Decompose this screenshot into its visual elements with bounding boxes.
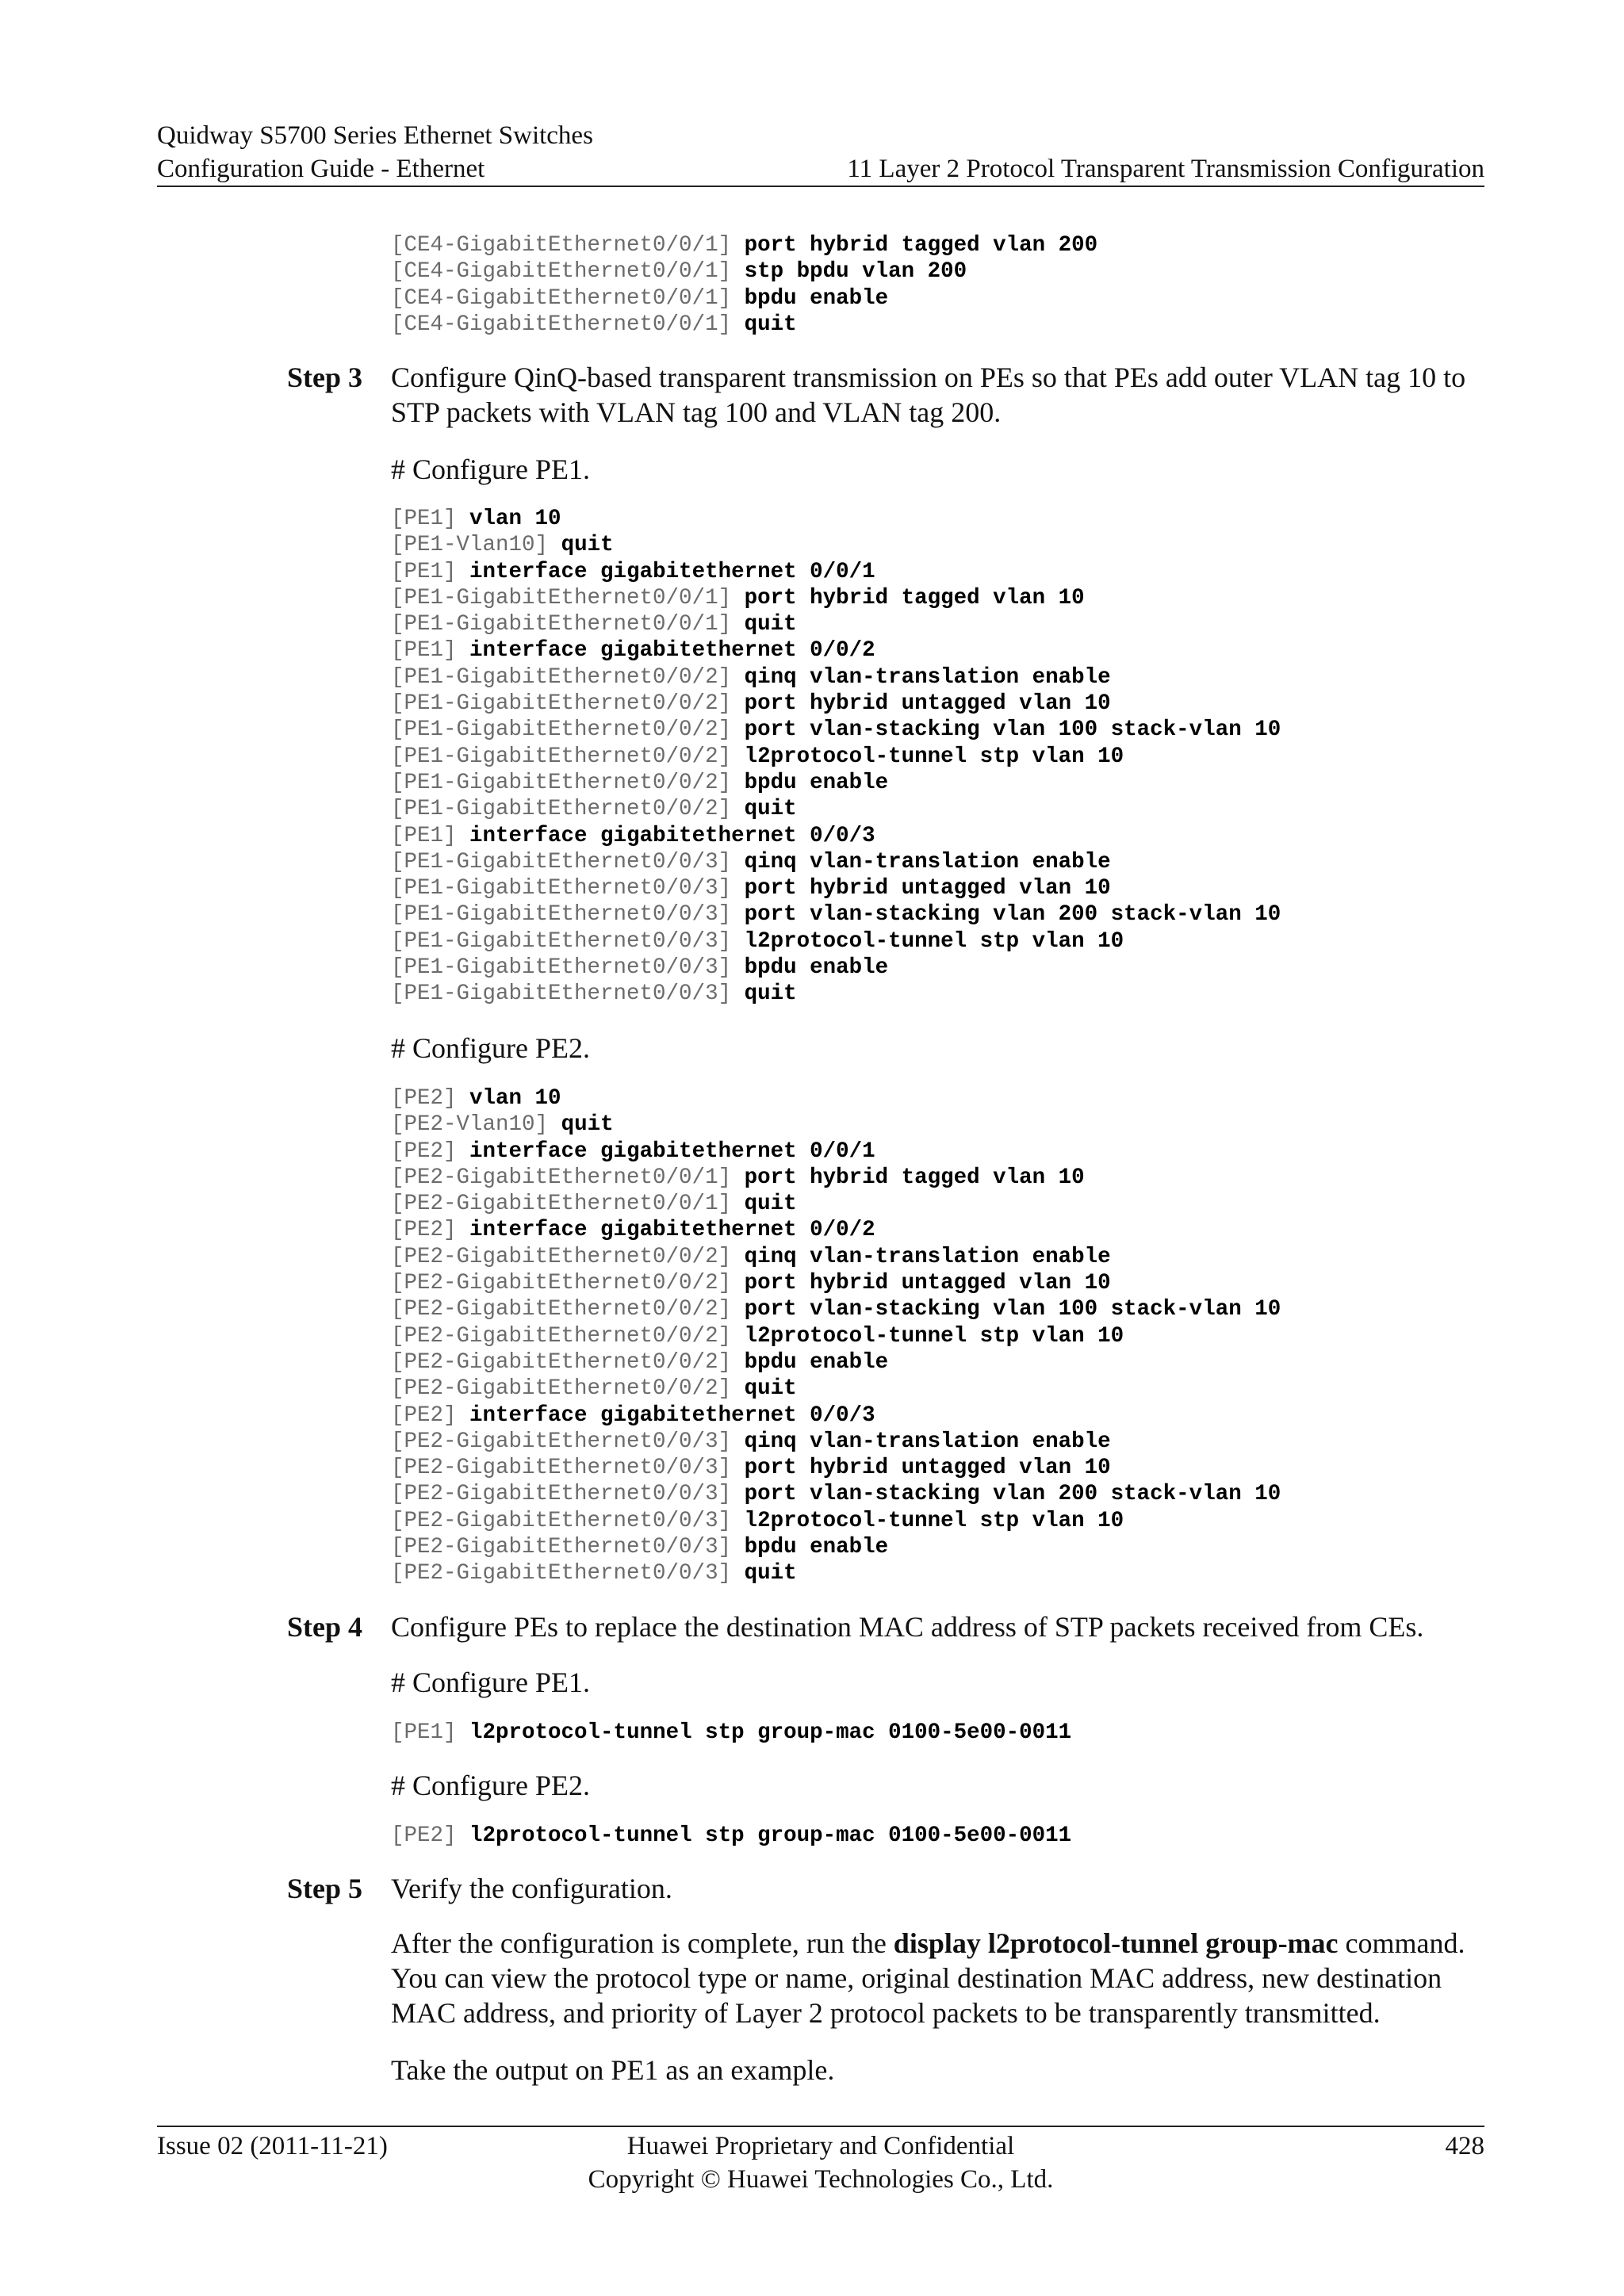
display-command: display l2protocol-tunnel group-mac [893, 1927, 1339, 1959]
code-command: quit [561, 533, 614, 558]
code-command: qinq vlan-translation enable [744, 1429, 1111, 1454]
code-prompt: [PE2] [391, 1138, 457, 1164]
code-line [391, 1217, 1281, 1243]
code-command: interface gigabitethernet 0/0/2 [469, 1218, 875, 1243]
code-command: port hybrid untagged vlan 10 [744, 876, 1111, 901]
code-line [391, 664, 1281, 691]
code-prompt: [PE1] [391, 823, 457, 848]
code-command: port hybrid tagged vlan 200 [744, 233, 1098, 258]
code-command: vlan 10 [469, 1086, 561, 1111]
code-line [391, 1823, 1071, 1849]
step-5-paragraph [391, 1926, 1485, 2030]
code-command: port hybrid untagged vlan 10 [744, 691, 1111, 717]
footer-page-number: 428 [1445, 2132, 1484, 2160]
code-line [391, 506, 1281, 532]
code-line [391, 796, 1281, 822]
code-prompt: [PE2-GigabitEthernet0/0/2] [391, 1349, 732, 1375]
code-prompt: [PE1] [391, 559, 457, 584]
code-command: l2protocol-tunnel stp group-mac 0100-5e00-0011 [469, 1720, 1072, 1745]
code-command: interface gigabitethernet 0/0/3 [469, 823, 875, 848]
code-prompt: [PE1-GigabitEthernet0/0/3] [391, 876, 732, 901]
code-line [391, 1481, 1281, 1507]
code-line [391, 955, 1281, 981]
code-line [391, 532, 1281, 558]
code-prompt: [PE2-GigabitEthernet0/0/3] [391, 1561, 732, 1586]
code-command: bpdu enable [744, 285, 889, 311]
code-line [391, 1244, 1281, 1270]
code-prompt: [PE1-GigabitEthernet0/0/2] [391, 744, 732, 769]
footer-issue: Issue 02 (2011-11-21) [157, 2132, 388, 2160]
header-chapter: 11 Layer 2 Protocol Transparent Transmission Configuration [847, 155, 1484, 183]
code-line [391, 1560, 1281, 1586]
code-command: qinq vlan-translation enable [744, 664, 1111, 690]
code-line [391, 1534, 1281, 1560]
code-line [391, 559, 1281, 585]
code-line [391, 585, 1281, 611]
code-prompt: [CE4-GigabitEthernet0/0/1] [391, 233, 732, 258]
step-3-label: Step 3 [287, 362, 363, 393]
step-3-text [391, 360, 1485, 430]
code-command: l2protocol-tunnel stp group-mac 0100-5e00-0011 [469, 1823, 1072, 1848]
code-prompt: [PE2-GigabitEthernet0/0/2] [391, 1244, 732, 1269]
code-command: interface gigabitethernet 0/0/2 [469, 638, 875, 664]
code-line [391, 1402, 1281, 1429]
code-line [391, 1112, 1281, 1138]
step-5-para-post: command. [1338, 1927, 1465, 1959]
code-command: qinq vlan-translation enable [744, 849, 1111, 874]
code-line [391, 1429, 1281, 1455]
code-prompt: [PE2-GigabitEthernet0/0/3] [391, 1429, 732, 1454]
code-line [391, 1138, 1281, 1165]
code-line [391, 1296, 1281, 1322]
code-prompt: [CE4-GigabitEthernet0/0/1] [391, 259, 732, 285]
code-command: vlan 10 [469, 507, 561, 531]
step-4-label: Step 4 [287, 1611, 363, 1643]
code-prompt: [PE2-GigabitEthernet0/0/3] [391, 1535, 732, 1560]
step-5-para-pre: After the configuration is complete, run the [391, 1927, 894, 1959]
footer-center [157, 2130, 1484, 2196]
code-line [391, 691, 1281, 717]
code-prompt: [PE1-GigabitEthernet0/0/3] [391, 928, 732, 954]
code-line [391, 312, 1097, 338]
code-prompt: [PE2] [391, 1218, 457, 1243]
code-line [391, 717, 1281, 743]
code-command: l2protocol-tunnel stp vlan 10 [744, 1508, 1124, 1533]
code-command: port vlan-stacking vlan 100 stack-vlan 10 [744, 1297, 1281, 1322]
code-prompt: [PE2-GigabitEthernet0/0/3] [391, 1456, 732, 1481]
code-line [391, 1349, 1281, 1376]
step-4-text: Configure PEs to replace the destination MAC address of STP packets received from CEs. [391, 1611, 1424, 1643]
code-command: port vlan-stacking vlan 200 stack-vlan 10 [744, 1482, 1281, 1507]
code-prompt: [CE4-GigabitEthernet0/0/1] [391, 312, 732, 337]
code-prompt: [PE1-GigabitEthernet0/0/3] [391, 849, 732, 874]
code-line [391, 1508, 1281, 1534]
step-5-paragraph-line-1 [391, 1926, 1485, 1961]
code-block-pe2 [391, 1085, 1281, 1587]
code-block-step4-pe2 [391, 1823, 1071, 1849]
code-command: port hybrid untagged vlan 10 [744, 1456, 1111, 1481]
code-command: interface gigabitethernet 0/0/3 [469, 1402, 875, 1428]
code-prompt: [PE1] [391, 638, 457, 664]
step-5-paragraph-line-2: You can view the protocol type or name, original destination MAC address, new destination [391, 1962, 1442, 1994]
header-guide: Configuration Guide - Ethernet [157, 155, 485, 183]
step-5-label: Step 5 [287, 1873, 363, 1904]
code-block-pe1 [391, 506, 1281, 1008]
step-3-pe2-heading: # Configure PE2. [391, 1032, 590, 1064]
code-prompt: [PE1-GigabitEthernet0/0/2] [391, 718, 732, 743]
code-command: bpdu enable [744, 955, 889, 981]
code-command: quit [561, 1112, 614, 1138]
code-prompt: [PE2-GigabitEthernet0/0/2] [391, 1271, 732, 1296]
code-prompt: [PE1-GigabitEthernet0/0/1] [391, 612, 732, 637]
code-command: quit [744, 1192, 797, 1217]
code-prompt: [PE2] [391, 1402, 457, 1428]
code-prompt: [PE1-GigabitEthernet0/0/1] [391, 585, 732, 610]
code-prompt: [PE2-GigabitEthernet0/0/2] [391, 1297, 732, 1322]
code-prompt: [PE1-GigabitEthernet0/0/2] [391, 664, 732, 690]
code-line [391, 901, 1281, 928]
step-4-pe2-heading: # Configure PE2. [391, 1770, 590, 1801]
code-line [391, 744, 1281, 770]
code-prompt: [PE1-GigabitEthernet0/0/3] [391, 955, 732, 981]
code-line [391, 981, 1281, 1007]
code-prompt: [PE1-GigabitEthernet0/0/3] [391, 902, 732, 928]
code-command: interface gigabitethernet 0/0/1 [469, 1138, 875, 1164]
code-command: qinq vlan-translation enable [744, 1244, 1111, 1269]
code-prompt: [PE2-Vlan10] [391, 1112, 549, 1138]
code-command: l2protocol-tunnel stp vlan 10 [744, 1323, 1124, 1349]
code-prompt: [PE2-GigabitEthernet0/0/1] [391, 1165, 732, 1190]
header-product: Quidway S5700 Series Ethernet Switches [157, 121, 593, 150]
code-command: l2protocol-tunnel stp vlan 10 [744, 928, 1124, 954]
code-command: quit [744, 982, 797, 1007]
code-prompt: [PE2-GigabitEthernet0/0/2] [391, 1376, 732, 1402]
code-line [391, 1720, 1071, 1746]
footer-copyright: Copyright © Huawei Technologies Co., Ltd. [588, 2165, 1054, 2194]
code-prompt: [PE2-GigabitEthernet0/0/3] [391, 1482, 732, 1507]
code-line [391, 1455, 1281, 1481]
code-line [391, 611, 1281, 637]
code-line [391, 258, 1097, 285]
code-line [391, 1323, 1281, 1349]
code-command: port hybrid tagged vlan 10 [744, 1165, 1085, 1190]
step-5-text: Verify the configuration. [391, 1873, 672, 1904]
code-prompt: [PE1-Vlan10] [391, 533, 549, 558]
code-prompt: [PE1-GigabitEthernet0/0/2] [391, 797, 732, 822]
code-prompt: [PE2-GigabitEthernet0/0/2] [391, 1323, 732, 1349]
code-line [391, 1191, 1281, 1217]
header-rule [157, 186, 1484, 187]
code-command: quit [744, 1561, 797, 1586]
code-line [391, 928, 1281, 955]
step-5-paragraph-line-3: MAC address, and priority of Layer 2 protocol packets to be transparently transmitted. [391, 1997, 1381, 2029]
code-command: stp bpdu vlan 200 [744, 259, 967, 285]
code-line [391, 1270, 1281, 1296]
code-prompt: [PE2] [391, 1823, 457, 1848]
step-3-pe1-heading: # Configure PE1. [391, 453, 590, 485]
code-prompt: [CE4-GigabitEthernet0/0/1] [391, 285, 732, 311]
code-command: quit [744, 1376, 797, 1402]
code-prompt: [PE1-GigabitEthernet0/0/2] [391, 691, 732, 717]
step-3-text-line-2: STP packets with VLAN tag 100 and VLAN tag 200. [391, 396, 1002, 428]
code-command: port hybrid tagged vlan 10 [744, 585, 1085, 610]
footer-rule [157, 2126, 1484, 2127]
step-5-example: Take the output on PE1 as an example. [391, 2054, 835, 2086]
code-prompt: [PE1-GigabitEthernet0/0/2] [391, 770, 732, 795]
code-prompt: [PE1-GigabitEthernet0/0/3] [391, 982, 732, 1007]
code-command: bpdu enable [744, 1349, 889, 1375]
code-line [391, 875, 1281, 901]
code-prompt: [PE2-GigabitEthernet0/0/3] [391, 1508, 732, 1533]
code-line [391, 1085, 1281, 1112]
code-prompt: [PE1] [391, 507, 457, 531]
step-4-pe1-heading: # Configure PE1. [391, 1667, 590, 1698]
code-command: interface gigabitethernet 0/0/1 [469, 559, 875, 584]
code-line [391, 232, 1097, 258]
step-3-text-line-1: Configure QinQ-based transparent transmission on PEs so that PEs add outer VLAN tag 10 to [391, 362, 1466, 393]
code-line [391, 770, 1281, 796]
code-command: bpdu enable [744, 1535, 889, 1560]
code-prompt: [PE2-GigabitEthernet0/0/1] [391, 1192, 732, 1217]
code-command: bpdu enable [744, 770, 889, 795]
code-line [391, 849, 1281, 875]
code-command: l2protocol-tunnel stp vlan 10 [744, 744, 1124, 769]
code-line [391, 637, 1281, 664]
code-command: quit [744, 612, 797, 637]
code-prompt: [PE2] [391, 1086, 457, 1111]
code-command: port vlan-stacking vlan 200 stack-vlan 10 [744, 902, 1281, 928]
code-block-step4-pe1 [391, 1720, 1071, 1746]
code-line [391, 285, 1097, 312]
code-block-ce4 [391, 232, 1097, 338]
code-command: quit [744, 797, 797, 822]
footer-confidential: Huawei Proprietary and Confidential [626, 2132, 1015, 2160]
code-command: port vlan-stacking vlan 100 stack-vlan 10 [744, 718, 1281, 743]
page-header [157, 119, 1484, 186]
code-command: port hybrid untagged vlan 10 [744, 1271, 1111, 1296]
code-command: quit [744, 312, 797, 337]
code-line [391, 823, 1281, 849]
code-line [391, 1165, 1281, 1191]
code-prompt: [PE1] [391, 1720, 457, 1745]
code-line [391, 1376, 1281, 1402]
